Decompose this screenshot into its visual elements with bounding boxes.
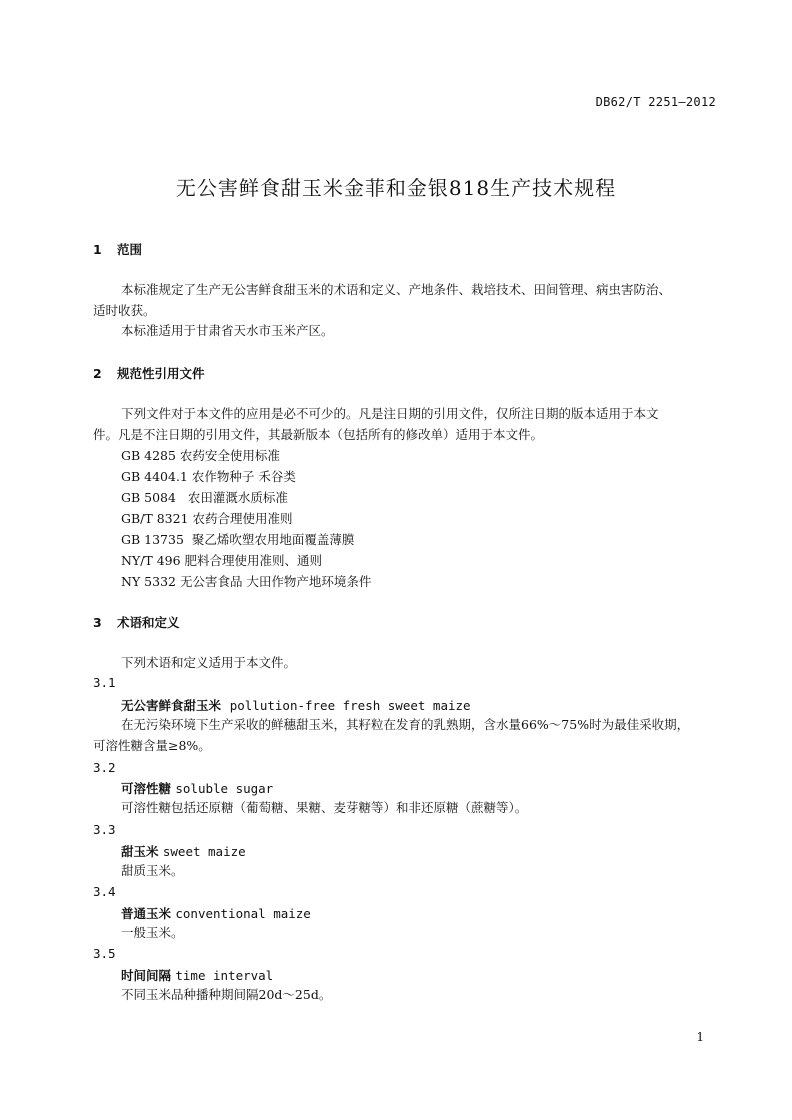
term-number: 3.5 (93, 946, 116, 961)
section-1-paragraph-2: 本标准适用于甘肃省天水市玉米产区。 (121, 323, 334, 338)
reference-item: GB/T 8321 农药合理使用准则 (121, 511, 293, 526)
reference-item: NY/T 496 肥料合理使用准则、通则 (121, 553, 323, 568)
document-code: DB62/T 2251—2012 (595, 95, 716, 109)
reference-item: GB 4404.1 农作物种子 禾谷类 (121, 469, 296, 484)
section-3-intro: 下列术语和定义适用于本文件。 (121, 655, 297, 670)
term-name-cn: 可溶性糖 (121, 781, 172, 796)
section-3-number: 3 (93, 615, 102, 630)
section-3-title: 术语和定义 (117, 615, 180, 630)
term-number: 3.2 (93, 760, 116, 775)
term-name-cn: 普通玉米 (121, 906, 172, 921)
term-name-cn: 无公害鲜食甜玉米 (121, 698, 222, 713)
document-title: 无公害鲜食甜玉米金菲和金银818生产技术规程 (175, 176, 617, 200)
term-name (121, 696, 471, 714)
term-name (121, 842, 246, 860)
term-number: 3.1 (93, 675, 116, 690)
term-name-cn: 甜玉米 (121, 844, 159, 859)
term-definition-line-1: 在无污染环境下生产采收的鲜穗甜玉米，其籽粒在发育的乳熟期，含水量66%～75%时为最佳采收期， (121, 717, 690, 732)
section-3-heading (93, 613, 180, 631)
term-definition-line-1: 一般玉米。 (121, 925, 184, 940)
section-2-title: 规范性引用文件 (117, 366, 205, 381)
section-1-heading (93, 240, 142, 258)
section-1-number: 1 (93, 242, 102, 257)
section-2-number: 2 (93, 366, 102, 381)
section-1-paragraph-1-line-1: 本标准规定了生产无公害鲜食甜玉米的术语和定义、产地条件、栽培技术、田间管理、病虫害防治、 (121, 282, 672, 297)
term-name-en: sweet maize (162, 844, 246, 859)
section-1-paragraph-1-line-2: 适时收获。 (93, 303, 156, 318)
term-name-en: pollution-free fresh sweet maize (229, 698, 471, 713)
term-name (121, 966, 273, 984)
term-definition-line-1: 不同玉米品种播种期间隔20d～25d。 (121, 987, 332, 1002)
term-name (121, 779, 273, 797)
section-2-intro-line-2: 件。凡是不注日期的引用文件，其最新版本（包括所有的修改单）适用于本文件。 (93, 427, 544, 442)
term-name-en: conventional maize (175, 906, 311, 921)
section-2-intro-line-1: 下列文件对于本文件的应用是必不可少的。凡是注日期的引用文件，仅所注日期的版本适用于本文 (121, 406, 659, 421)
term-number: 3.4 (93, 884, 116, 899)
term-name-en: soluble sugar (175, 781, 274, 796)
reference-item: GB 13735 聚乙烯吹塑农用地面覆盖薄膜 (121, 532, 355, 547)
section-2-heading (93, 364, 205, 382)
term-definition-line-1: 可溶性糖包括还原糖（葡萄糖、果糖、麦芽糖等）和非还原糖（蔗糖等）。 (121, 800, 528, 815)
page-number: 1 (696, 1030, 704, 1044)
term-definition-line-1: 甜质玉米。 (121, 863, 184, 878)
term-name-cn: 时间间隔 (121, 968, 172, 983)
section-1-title: 范围 (117, 242, 143, 257)
term-number: 3.3 (93, 822, 116, 837)
term-definition-line-2: 可溶性糖含量≥8%。 (93, 738, 211, 753)
reference-item: GB 4285 农药安全使用标准 (121, 448, 280, 463)
term-name-en: time interval (175, 968, 274, 983)
reference-item: GB 5084 农田灌溉水质标准 (121, 490, 288, 505)
reference-item: NY 5332 无公害食品 大田作物产地环境条件 (121, 574, 372, 589)
term-name (121, 904, 311, 922)
